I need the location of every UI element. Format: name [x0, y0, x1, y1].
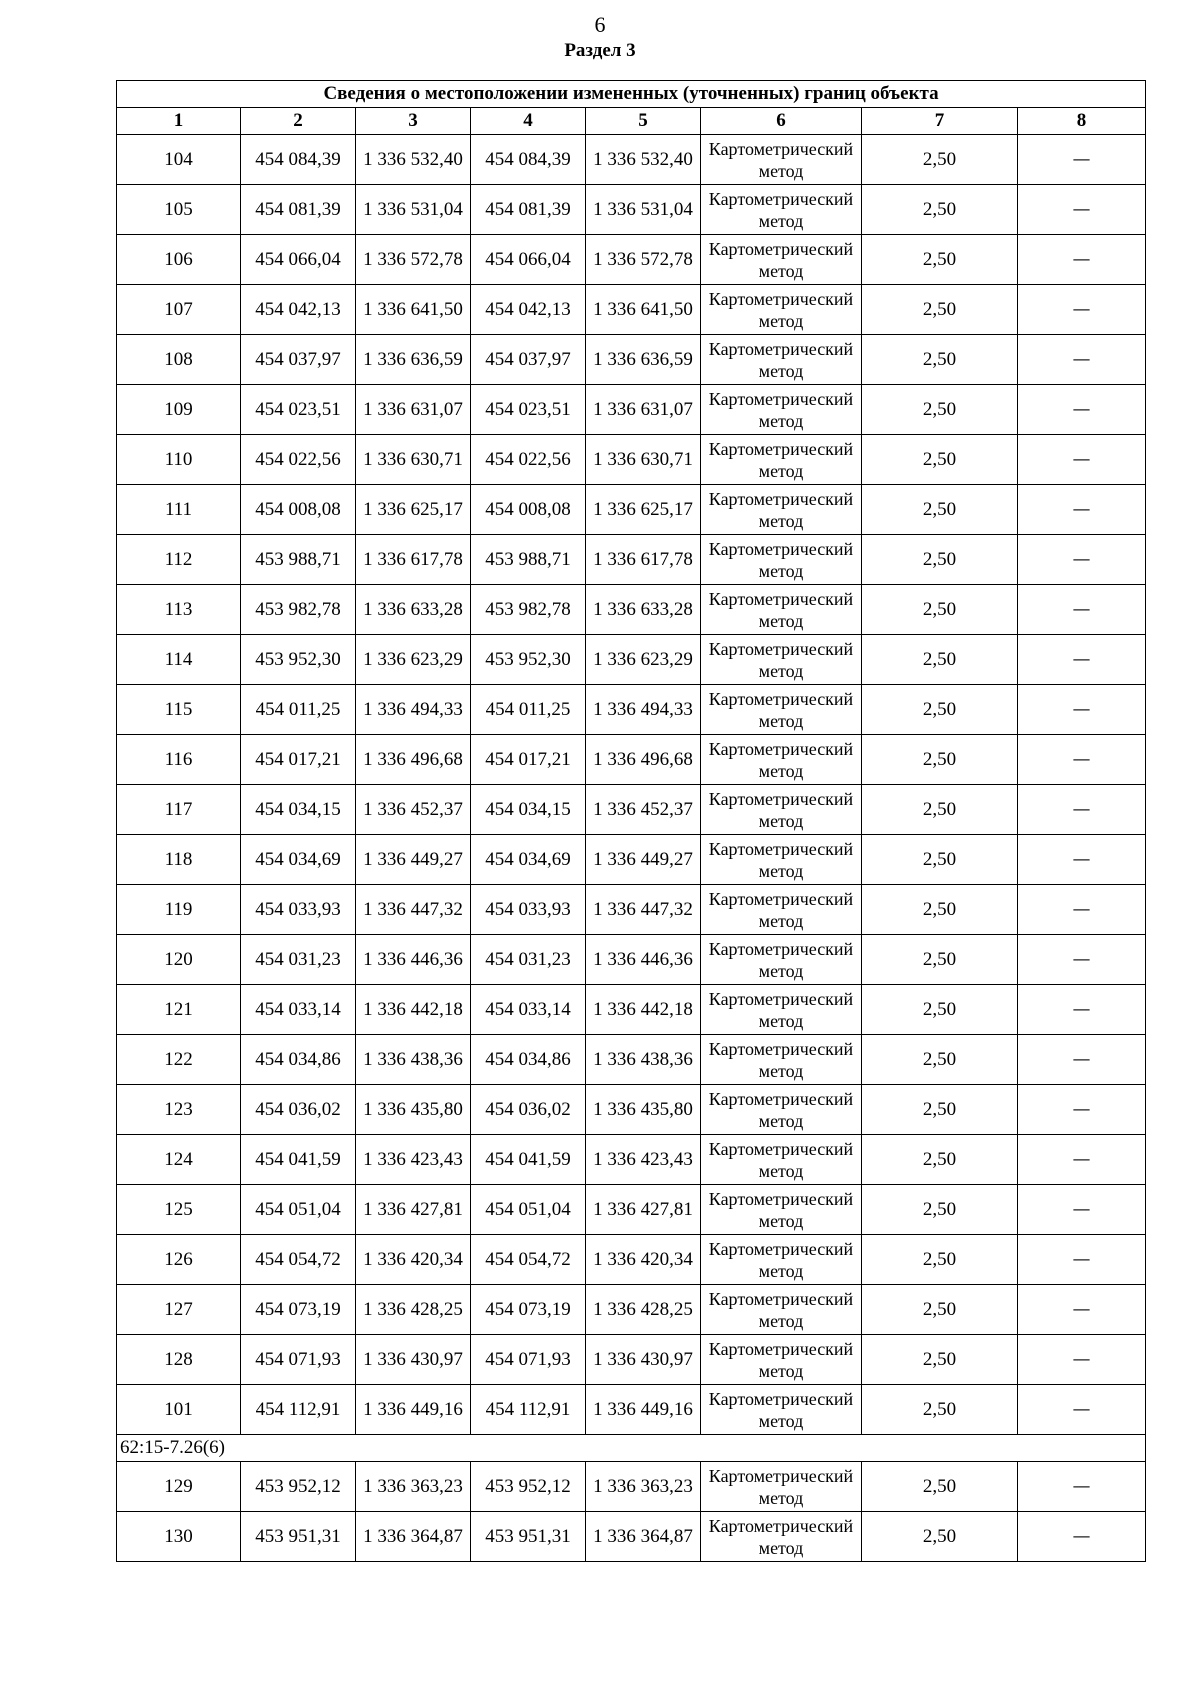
group-label: 62:15-7.26(6)	[117, 1435, 1146, 1462]
point-number-cell: 109	[117, 385, 241, 435]
note-cell: —	[1018, 135, 1146, 185]
accuracy-cell: 2,50	[862, 1385, 1018, 1435]
method-cell: Картометрический метод	[701, 185, 862, 235]
accuracy-cell: 2,50	[862, 1512, 1018, 1562]
point-number-cell: 123	[117, 1085, 241, 1135]
y-new-cell: 1 336 572,78	[586, 235, 701, 285]
x-old-cell: 453 988,71	[241, 535, 356, 585]
x-old-cell: 454 071,93	[241, 1335, 356, 1385]
accuracy-cell: 2,50	[862, 385, 1018, 435]
x-old-cell: 454 041,59	[241, 1135, 356, 1185]
accuracy-cell: 2,50	[862, 885, 1018, 935]
table-row	[117, 385, 1146, 435]
y-old-cell: 1 336 449,27	[356, 835, 471, 885]
x-old-cell: 453 952,30	[241, 635, 356, 685]
x-old-cell: 453 982,78	[241, 585, 356, 635]
table-row	[117, 1385, 1146, 1435]
y-old-cell: 1 336 364,87	[356, 1512, 471, 1562]
method-cell: Картометрический метод	[701, 885, 862, 935]
note-cell: —	[1018, 635, 1146, 685]
x-new-cell: 453 952,12	[471, 1462, 586, 1512]
y-new-cell: 1 336 423,43	[586, 1135, 701, 1185]
method-cell: Картометрический метод	[701, 1462, 862, 1512]
x-old-cell: 454 084,39	[241, 135, 356, 185]
point-number-cell: 118	[117, 835, 241, 885]
y-old-cell: 1 336 438,36	[356, 1035, 471, 1085]
table-row	[117, 735, 1146, 785]
point-number-cell: 110	[117, 435, 241, 485]
point-number-cell: 114	[117, 635, 241, 685]
x-new-cell: 454 011,25	[471, 685, 586, 735]
table-row	[117, 835, 1146, 885]
x-old-cell: 454 036,02	[241, 1085, 356, 1135]
x-new-cell: 454 022,56	[471, 435, 586, 485]
accuracy-cell: 2,50	[862, 1035, 1018, 1085]
accuracy-cell: 2,50	[862, 285, 1018, 335]
x-old-cell: 454 073,19	[241, 1285, 356, 1335]
accuracy-cell: 2,50	[862, 185, 1018, 235]
y-old-cell: 1 336 496,68	[356, 735, 471, 785]
y-new-cell: 1 336 442,18	[586, 985, 701, 1035]
y-old-cell: 1 336 532,40	[356, 135, 471, 185]
note-cell: —	[1018, 435, 1146, 485]
table-row	[117, 1462, 1146, 1512]
table-row	[117, 635, 1146, 685]
accuracy-cell: 2,50	[862, 585, 1018, 635]
y-old-cell: 1 336 572,78	[356, 235, 471, 285]
accuracy-cell: 2,50	[862, 735, 1018, 785]
note-cell: —	[1018, 735, 1146, 785]
method-cell: Картометрический метод	[701, 585, 862, 635]
column-number: 7	[862, 108, 1018, 135]
accuracy-cell: 2,50	[862, 1335, 1018, 1385]
y-old-cell: 1 336 442,18	[356, 985, 471, 1035]
x-old-cell: 453 951,31	[241, 1512, 356, 1562]
table-row	[117, 485, 1146, 535]
method-cell: Картометрический метод	[701, 1335, 862, 1385]
x-new-cell: 454 033,14	[471, 985, 586, 1035]
accuracy-cell: 2,50	[862, 485, 1018, 535]
x-new-cell: 453 982,78	[471, 585, 586, 635]
method-cell: Картометрический метод	[701, 735, 862, 785]
table-row	[117, 1285, 1146, 1335]
table-row	[117, 1185, 1146, 1235]
table-row	[117, 1035, 1146, 1085]
accuracy-cell: 2,50	[862, 235, 1018, 285]
x-new-cell: 454 041,59	[471, 1135, 586, 1185]
point-number-cell: 113	[117, 585, 241, 635]
y-new-cell: 1 336 630,71	[586, 435, 701, 485]
note-cell: —	[1018, 1385, 1146, 1435]
note-cell: —	[1018, 1462, 1146, 1512]
column-number: 2	[241, 108, 356, 135]
method-cell: Картометрический метод	[701, 335, 862, 385]
method-cell: Картометрический метод	[701, 485, 862, 535]
x-old-cell: 454 112,91	[241, 1385, 356, 1435]
point-number-cell: 130	[117, 1512, 241, 1562]
x-old-cell: 454 011,25	[241, 685, 356, 735]
table-row	[117, 1512, 1146, 1562]
x-old-cell: 454 031,23	[241, 935, 356, 985]
point-number-cell: 122	[117, 1035, 241, 1085]
y-old-cell: 1 336 435,80	[356, 1085, 471, 1135]
x-new-cell: 454 051,04	[471, 1185, 586, 1235]
accuracy-cell: 2,50	[862, 1285, 1018, 1335]
accuracy-cell: 2,50	[862, 685, 1018, 735]
x-old-cell: 454 034,15	[241, 785, 356, 835]
x-new-cell: 454 034,86	[471, 1035, 586, 1085]
note-cell: —	[1018, 335, 1146, 385]
note-cell: —	[1018, 685, 1146, 735]
x-old-cell: 454 051,04	[241, 1185, 356, 1235]
y-new-cell: 1 336 625,17	[586, 485, 701, 535]
method-cell: Картометрический метод	[701, 1035, 862, 1085]
note-cell: —	[1018, 935, 1146, 985]
method-cell: Картометрический метод	[701, 635, 862, 685]
y-new-cell: 1 336 496,68	[586, 735, 701, 785]
point-number-cell: 101	[117, 1385, 241, 1435]
table-caption: Сведения о местоположении измененных (уточненных) границ объекта	[117, 81, 1146, 108]
point-number-cell: 125	[117, 1185, 241, 1235]
x-old-cell: 454 066,04	[241, 235, 356, 285]
table-row	[117, 235, 1146, 285]
y-new-cell: 1 336 633,28	[586, 585, 701, 635]
y-old-cell: 1 336 427,81	[356, 1185, 471, 1235]
x-new-cell: 454 037,97	[471, 335, 586, 385]
y-new-cell: 1 336 494,33	[586, 685, 701, 735]
x-new-cell: 454 081,39	[471, 185, 586, 235]
note-cell: —	[1018, 1185, 1146, 1235]
method-cell: Картометрический метод	[701, 235, 862, 285]
column-number: 4	[471, 108, 586, 135]
method-cell: Картометрический метод	[701, 1512, 862, 1562]
column-number: 5	[586, 108, 701, 135]
y-new-cell: 1 336 435,80	[586, 1085, 701, 1135]
note-cell: —	[1018, 835, 1146, 885]
accuracy-cell: 2,50	[862, 1185, 1018, 1235]
table-row	[117, 335, 1146, 385]
x-old-cell: 453 952,12	[241, 1462, 356, 1512]
note-cell: —	[1018, 1335, 1146, 1385]
table-row	[117, 185, 1146, 235]
method-cell: Картометрический метод	[701, 685, 862, 735]
note-cell: —	[1018, 185, 1146, 235]
accuracy-cell: 2,50	[862, 985, 1018, 1035]
table-row	[117, 1235, 1146, 1285]
x-new-cell: 454 073,19	[471, 1285, 586, 1335]
accuracy-cell: 2,50	[862, 335, 1018, 385]
x-old-cell: 454 033,14	[241, 985, 356, 1035]
y-old-cell: 1 336 631,07	[356, 385, 471, 435]
note-cell: —	[1018, 1085, 1146, 1135]
x-old-cell: 454 081,39	[241, 185, 356, 235]
method-cell: Картометрический метод	[701, 1185, 862, 1235]
table-row	[117, 535, 1146, 585]
x-new-cell: 454 017,21	[471, 735, 586, 785]
method-cell: Картометрический метод	[701, 385, 862, 435]
y-old-cell: 1 336 452,37	[356, 785, 471, 835]
method-cell: Картометрический метод	[701, 1285, 862, 1335]
x-new-cell: 454 033,93	[471, 885, 586, 935]
y-old-cell: 1 336 641,50	[356, 285, 471, 335]
y-new-cell: 1 336 641,50	[586, 285, 701, 335]
y-new-cell: 1 336 447,32	[586, 885, 701, 935]
column-number: 3	[356, 108, 471, 135]
method-cell: Картометрический метод	[701, 1385, 862, 1435]
method-cell: Картометрический метод	[701, 1235, 862, 1285]
x-new-cell: 453 988,71	[471, 535, 586, 585]
point-number-cell: 121	[117, 985, 241, 1035]
x-new-cell: 454 071,93	[471, 1335, 586, 1385]
x-old-cell: 454 033,93	[241, 885, 356, 935]
y-old-cell: 1 336 636,59	[356, 335, 471, 385]
point-number-cell: 112	[117, 535, 241, 585]
method-cell: Картометрический метод	[701, 935, 862, 985]
accuracy-cell: 2,50	[862, 535, 1018, 585]
point-number-cell: 116	[117, 735, 241, 785]
accuracy-cell: 2,50	[862, 1135, 1018, 1185]
accuracy-cell: 2,50	[862, 1235, 1018, 1285]
x-new-cell: 454 023,51	[471, 385, 586, 435]
table-row	[117, 685, 1146, 735]
x-new-cell: 454 034,69	[471, 835, 586, 885]
note-cell: —	[1018, 985, 1146, 1035]
point-number-cell: 128	[117, 1335, 241, 1385]
y-new-cell: 1 336 617,78	[586, 535, 701, 585]
accuracy-cell: 2,50	[862, 435, 1018, 485]
accuracy-cell: 2,50	[862, 635, 1018, 685]
table-row	[117, 135, 1146, 185]
y-old-cell: 1 336 531,04	[356, 185, 471, 235]
accuracy-cell: 2,50	[862, 135, 1018, 185]
x-new-cell: 454 031,23	[471, 935, 586, 985]
note-cell: —	[1018, 485, 1146, 535]
table-row	[117, 435, 1146, 485]
y-old-cell: 1 336 428,25	[356, 1285, 471, 1335]
point-number-cell: 104	[117, 135, 241, 185]
note-cell: —	[1018, 1035, 1146, 1085]
column-number: 1	[117, 108, 241, 135]
table-row	[117, 1335, 1146, 1385]
note-cell: —	[1018, 885, 1146, 935]
y-new-cell: 1 336 438,36	[586, 1035, 701, 1085]
note-cell: —	[1018, 1135, 1146, 1185]
x-new-cell: 454 084,39	[471, 135, 586, 185]
y-new-cell: 1 336 631,07	[586, 385, 701, 435]
y-new-cell: 1 336 532,40	[586, 135, 701, 185]
accuracy-cell: 2,50	[862, 785, 1018, 835]
method-cell: Картометрический метод	[701, 1085, 862, 1135]
y-old-cell: 1 336 363,23	[356, 1462, 471, 1512]
x-old-cell: 454 034,69	[241, 835, 356, 885]
y-new-cell: 1 336 531,04	[586, 185, 701, 235]
point-number-cell: 105	[117, 185, 241, 235]
x-new-cell: 454 034,15	[471, 785, 586, 835]
x-old-cell: 454 042,13	[241, 285, 356, 335]
x-old-cell: 454 023,51	[241, 385, 356, 435]
section-title: Раздел 3	[564, 40, 636, 61]
y-old-cell: 1 336 423,43	[356, 1135, 471, 1185]
note-cell: —	[1018, 785, 1146, 835]
point-number-cell: 126	[117, 1235, 241, 1285]
note-cell: —	[1018, 385, 1146, 435]
y-new-cell: 1 336 452,37	[586, 785, 701, 835]
y-new-cell: 1 336 623,29	[586, 635, 701, 685]
y-old-cell: 1 336 494,33	[356, 685, 471, 735]
y-old-cell: 1 336 623,29	[356, 635, 471, 685]
x-old-cell: 454 037,97	[241, 335, 356, 385]
table-row	[117, 585, 1146, 635]
point-number-cell: 120	[117, 935, 241, 985]
table-row	[117, 1135, 1146, 1185]
y-old-cell: 1 336 617,78	[356, 535, 471, 585]
note-cell: —	[1018, 1235, 1146, 1285]
x-new-cell: 454 112,91	[471, 1385, 586, 1435]
accuracy-cell: 2,50	[862, 835, 1018, 885]
y-new-cell: 1 336 449,16	[586, 1385, 701, 1435]
y-new-cell: 1 336 636,59	[586, 335, 701, 385]
x-new-cell: 454 054,72	[471, 1235, 586, 1285]
y-old-cell: 1 336 447,32	[356, 885, 471, 935]
y-old-cell: 1 336 633,28	[356, 585, 471, 635]
y-new-cell: 1 336 363,23	[586, 1462, 701, 1512]
x-old-cell: 454 034,86	[241, 1035, 356, 1085]
page-number: 6	[594, 12, 606, 37]
y-new-cell: 1 336 446,36	[586, 935, 701, 985]
table-row	[117, 785, 1146, 835]
y-old-cell: 1 336 630,71	[356, 435, 471, 485]
column-number: 6	[701, 108, 862, 135]
note-cell: —	[1018, 285, 1146, 335]
method-cell: Картометрический метод	[701, 985, 862, 1035]
accuracy-cell: 2,50	[862, 1462, 1018, 1512]
method-cell: Картометрический метод	[701, 435, 862, 485]
point-number-cell: 119	[117, 885, 241, 935]
note-cell: —	[1018, 585, 1146, 635]
table-row	[117, 935, 1146, 985]
accuracy-cell: 2,50	[862, 935, 1018, 985]
y-new-cell: 1 336 420,34	[586, 1235, 701, 1285]
method-cell: Картометрический метод	[701, 285, 862, 335]
x-new-cell: 454 008,08	[471, 485, 586, 535]
method-cell: Картометрический метод	[701, 135, 862, 185]
x-new-cell: 454 042,13	[471, 285, 586, 335]
y-old-cell: 1 336 446,36	[356, 935, 471, 985]
note-cell: —	[1018, 1512, 1146, 1562]
point-number-cell: 129	[117, 1462, 241, 1512]
y-old-cell: 1 336 430,97	[356, 1335, 471, 1385]
x-new-cell: 453 952,30	[471, 635, 586, 685]
boundary-coordinates-table	[116, 80, 1146, 1562]
table-body	[117, 135, 1146, 1562]
y-new-cell: 1 336 430,97	[586, 1335, 701, 1385]
table-row	[117, 985, 1146, 1035]
note-cell: —	[1018, 1285, 1146, 1335]
y-new-cell: 1 336 428,25	[586, 1285, 701, 1335]
y-old-cell: 1 336 625,17	[356, 485, 471, 535]
x-new-cell: 454 066,04	[471, 235, 586, 285]
y-new-cell: 1 336 364,87	[586, 1512, 701, 1562]
point-number-cell: 127	[117, 1285, 241, 1335]
point-number-cell: 108	[117, 335, 241, 385]
x-old-cell: 454 022,56	[241, 435, 356, 485]
table-row	[117, 1085, 1146, 1135]
method-cell: Картометрический метод	[701, 1135, 862, 1185]
y-old-cell: 1 336 449,16	[356, 1385, 471, 1435]
table-row	[117, 885, 1146, 935]
point-number-cell: 117	[117, 785, 241, 835]
y-old-cell: 1 336 420,34	[356, 1235, 471, 1285]
table-row	[117, 285, 1146, 335]
point-number-cell: 111	[117, 485, 241, 535]
y-new-cell: 1 336 449,27	[586, 835, 701, 885]
method-cell: Картометрический метод	[701, 785, 862, 835]
x-old-cell: 454 017,21	[241, 735, 356, 785]
group-row	[117, 1435, 1146, 1462]
column-number: 8	[1018, 108, 1146, 135]
note-cell: —	[1018, 535, 1146, 585]
method-cell: Картометрический метод	[701, 835, 862, 885]
note-cell: —	[1018, 235, 1146, 285]
point-number-cell: 106	[117, 235, 241, 285]
x-new-cell: 453 951,31	[471, 1512, 586, 1562]
accuracy-cell: 2,50	[862, 1085, 1018, 1135]
point-number-cell: 107	[117, 285, 241, 335]
x-old-cell: 454 054,72	[241, 1235, 356, 1285]
x-new-cell: 454 036,02	[471, 1085, 586, 1135]
x-old-cell: 454 008,08	[241, 485, 356, 535]
point-number-cell: 124	[117, 1135, 241, 1185]
method-cell: Картометрический метод	[701, 535, 862, 585]
point-number-cell: 115	[117, 685, 241, 735]
y-new-cell: 1 336 427,81	[586, 1185, 701, 1235]
